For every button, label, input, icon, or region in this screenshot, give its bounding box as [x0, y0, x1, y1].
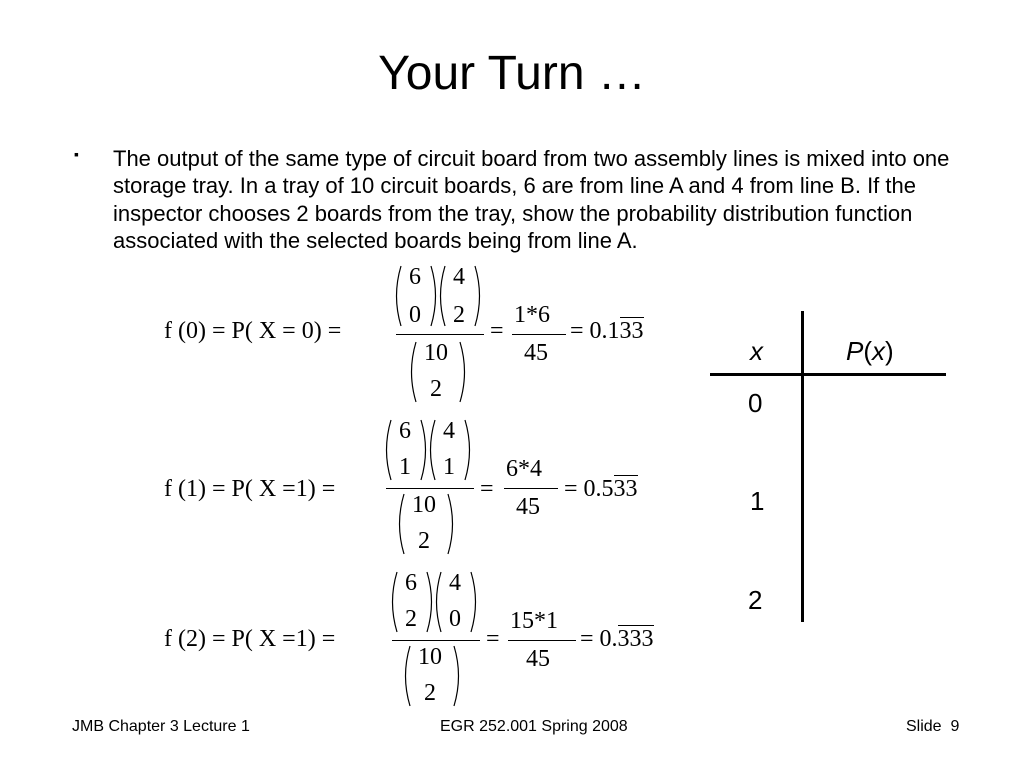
table-cell-x: 2 [748, 585, 763, 615]
fraction-denominator: 45 [526, 646, 550, 672]
result-value: = 0.333 [580, 626, 654, 652]
binom-bottom-n: 10 [412, 492, 436, 518]
binom-top-k: 2 [453, 302, 465, 328]
slide-number: 9 [950, 718, 960, 735]
table-cell-x: 0 [748, 388, 763, 418]
fraction-numerator: 15*1 [510, 608, 558, 634]
binom-bottom-n: 10 [424, 340, 448, 366]
binom-top-k: 1 [443, 454, 455, 480]
equation-lhs: f (0) = P( X = 0) = [164, 318, 342, 344]
footer-slide-number [906, 718, 959, 736]
footer-center: EGR 252.001 Spring 2008 [440, 718, 628, 735]
footer-left: JMB Chapter 3 Lecture 1 [72, 718, 250, 735]
result-value: = 0.533 [564, 476, 638, 502]
binom-top-n: 4 [449, 570, 461, 596]
binom-bottom-k: 2 [424, 680, 436, 706]
equation-lhs: f (1) = P( X =1) = [164, 476, 336, 502]
binom-top-k: 0 [409, 302, 421, 328]
binom-top-n: 6 [409, 264, 421, 290]
equals-sign: = [490, 318, 504, 344]
slide-label: Slide [906, 718, 942, 735]
equation-lhs: f (2) = P( X =1) = [164, 626, 336, 652]
table-header-rule [710, 373, 946, 376]
binom-top-n: 4 [443, 418, 455, 444]
binom-bottom-n: 10 [418, 644, 442, 670]
repeating-digits: 333 [617, 626, 654, 652]
repeating-digits: 33 [613, 476, 638, 502]
table-cell-x: 1 [750, 486, 765, 516]
binom-top-n: 6 [405, 570, 417, 596]
binom-bottom-k: 2 [418, 528, 430, 554]
binom-top-k: 0 [449, 606, 461, 632]
fraction-numerator: 1*6 [514, 302, 550, 328]
fraction-denominator: 45 [516, 494, 540, 520]
fraction-denominator: 45 [524, 340, 548, 366]
binom-top-n: 6 [399, 418, 411, 444]
page-title: Your Turn … [378, 47, 646, 100]
bullet-marker: ▪ [74, 146, 79, 162]
result-value: = 0.133 [570, 318, 644, 344]
fraction-numerator: 6*4 [506, 456, 542, 482]
table-vertical-rule [801, 311, 804, 622]
equals-sign: = [486, 626, 500, 652]
problem-statement: The output of the same type of circuit board from two assembly lines is mixed into one storage tray. In a tray of 10 circuit boards, 6 are from line A and 4 from line B. If the inspector chooses 2 boards from the tray, show the probability distribution function associated with the selected boards being from line A. [113, 146, 950, 253]
equals-sign: = [480, 476, 494, 502]
binom-top-k: 2 [405, 606, 417, 632]
column-header-px: P(x) [846, 336, 894, 366]
column-header-x: x [750, 336, 763, 366]
binom-top-n: 4 [453, 264, 465, 290]
binom-top-k: 1 [399, 454, 411, 480]
repeating-digits: 33 [619, 318, 644, 344]
binom-bottom-k: 2 [430, 376, 442, 402]
